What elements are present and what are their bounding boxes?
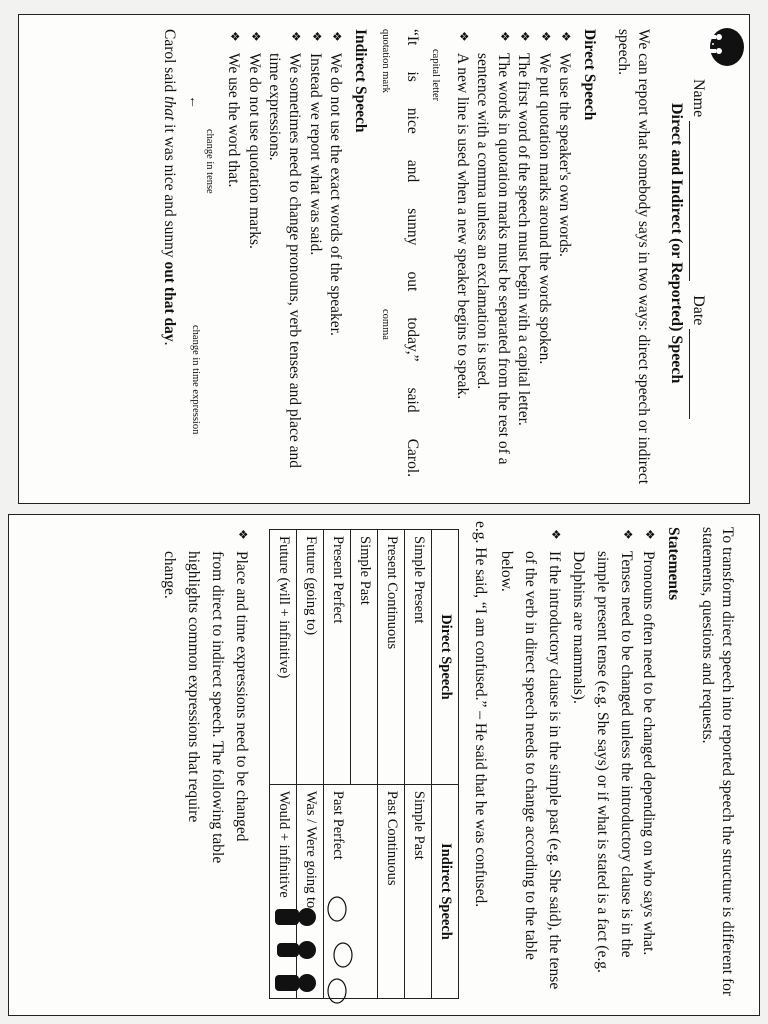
capital-letter-annotation: capital letter	[430, 49, 442, 102]
example-word: Carol.	[404, 438, 422, 477]
diamond-bullet-icon: ❖	[497, 31, 512, 42]
direct-annotation-top	[425, 29, 451, 487]
statements-list	[494, 527, 659, 999]
page-2-content	[17, 515, 757, 1013]
diamond-bullet-icon: ❖	[289, 31, 304, 42]
statements-heading: Statements	[665, 527, 683, 601]
example-word: said	[404, 387, 422, 413]
indirect-speech-example: Carol said that it was nice and sunny out that day.	[160, 29, 178, 346]
table-row: Present Continuous Past Continuous	[378, 530, 405, 999]
list-item: ❖ We do not use the exact words of the speaker.	[327, 31, 345, 336]
worksheet-page-2	[8, 514, 760, 1016]
diamond-bullet-icon: ❖	[330, 31, 345, 42]
list-item: ❖ Place and time expressions need to be changed from direct to indirect speech. The following table highlights common expressions that require change.	[161, 529, 251, 864]
diamond-bullet-icon: ❖	[228, 31, 243, 42]
list-item: ❖ We use the speaker's own words.	[556, 31, 574, 257]
comma-annotation: comma	[380, 309, 392, 340]
name-date-row	[689, 79, 733, 487]
page-title: Direct and Indirect (or Reported) Speech	[668, 103, 685, 384]
table-header: Direct Speech	[432, 530, 459, 785]
name-field[interactable]	[689, 121, 704, 281]
list-item: ❖ Pronouns often need to be changed depending on who says what.	[640, 529, 658, 956]
structure-intro: To transform direct speech into reported speech the structure is different for statements, questions and requests.	[698, 527, 736, 997]
list-item: ❖ If the introductory clause is in the simple past (e.g. She said), the tense of the verb in direct speech needs to change according to the table below.	[497, 529, 563, 990]
example-word: “It	[404, 29, 422, 46]
arrow-icon: ←	[185, 95, 201, 109]
table-row: Simple Past	[351, 530, 378, 999]
people-conversation-icon	[267, 895, 357, 1005]
date-field[interactable]	[689, 329, 704, 419]
indirect-speech-heading: Indirect Speech	[352, 29, 370, 133]
table-row: Present Perfect Past Perfect	[324, 530, 351, 999]
diamond-bullet-icon: ❖	[643, 529, 658, 540]
example-word: out	[404, 271, 422, 292]
list-item: ❖ We sometimes need to change pronouns, verb tenses and place and time expressions.	[266, 31, 304, 468]
list-item: ❖ The first word of the speech must begin with a capital letter.	[515, 31, 533, 426]
diamond-bullet-icon: ❖	[518, 31, 533, 42]
list-item: ❖ We put quotation marks around the words spoken.	[535, 31, 553, 365]
table-header-row	[432, 530, 459, 999]
list-item: ❖ A new line is used when a new speaker begins to speak.	[453, 31, 471, 400]
direct-speech-list	[451, 29, 574, 487]
change-in-time-annotation: change in time expression	[189, 325, 201, 435]
indirect-annotation-row	[179, 29, 223, 487]
page-1-content	[39, 15, 749, 501]
diamond-bullet-icon: ❖	[548, 529, 563, 540]
list-item: ❖ We do not use quotation marks.	[245, 31, 263, 249]
direct-annotation-bottom	[373, 29, 403, 487]
name-label: Name	[690, 79, 707, 118]
list-item: ❖ The words in quotation marks must be separated from the rest of a sentence with a comma unless an exclamation is used.	[474, 31, 512, 465]
direct-speech-heading: Direct Speech	[581, 29, 599, 121]
people-talking-icon	[701, 25, 747, 67]
table-row: Future (will + infinitive) Would + infinitive	[270, 530, 297, 999]
worksheet-page-1	[18, 14, 750, 504]
date-label: Date	[690, 295, 707, 326]
diamond-bullet-icon: ❖	[236, 529, 251, 540]
indirect-speech-list	[223, 29, 346, 487]
statement-example: e.g. He said, “I am confused.” – He said that he was confused.	[471, 521, 489, 908]
table-header: Indirect Speech	[432, 784, 459, 998]
diamond-bullet-icon: ❖	[456, 31, 471, 42]
example-word: nice	[404, 107, 422, 134]
list-item: ❖ Instead we report what was said.	[306, 31, 324, 256]
example-word: is	[404, 71, 422, 82]
diamond-bullet-icon: ❖	[309, 31, 324, 42]
diamond-bullet-icon: ❖	[538, 31, 553, 42]
diamond-bullet-icon: ❖	[559, 31, 574, 42]
diamond-bullet-icon: ❖	[620, 529, 635, 540]
example-word: today,”	[404, 317, 422, 362]
change-in-tense-annotation: change in tense	[203, 129, 215, 194]
table-row: Future (going to) Was / Were going to	[297, 530, 324, 999]
example-word: sunny	[404, 208, 422, 246]
place-time-list	[157, 527, 253, 867]
list-item: ❖ We use the word that.	[225, 31, 243, 188]
diamond-bullet-icon: ❖	[248, 31, 263, 42]
table-row: Simple Present Simple Past	[405, 530, 432, 999]
direct-speech-example	[403, 29, 421, 477]
intro-text: We can report what somebody says in two ways: direct speech or indirect speech.	[614, 29, 652, 485]
example-word: and	[404, 159, 422, 183]
list-item: ❖ Tenses need to be changed unless the introductory clause is in the simple present tense (e.g. She says) or if what is stated is a fact (e.g. Dolphins are mammals).	[569, 529, 635, 973]
quotation-mark-annotation: quotation mark	[380, 29, 392, 93]
